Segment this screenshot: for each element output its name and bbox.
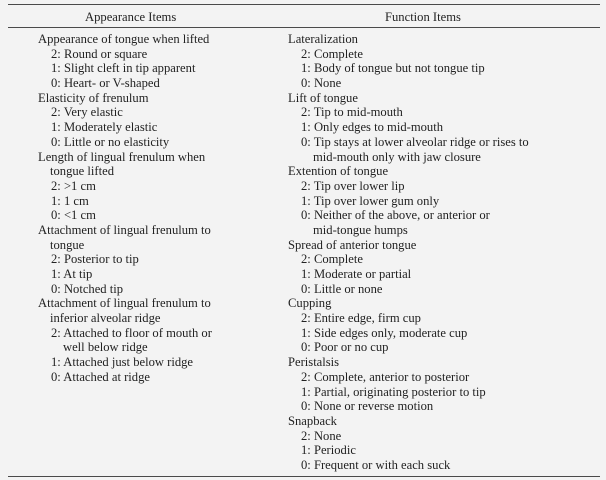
appearance-item-title: tongue lifted	[50, 164, 115, 179]
function-item-option: 1: Only edges to mid-mouth	[301, 120, 444, 135]
function-item-option: 0: Tip stays at lower alveolar ridge or rises to	[301, 134, 529, 149]
appearance-item-option: 0: Attached at ridge	[51, 369, 150, 384]
function-item-option: 1: Periodic	[301, 443, 356, 458]
appearance-item	[38, 32, 288, 91]
appearance-item	[38, 296, 288, 384]
function-item	[288, 414, 600, 473]
function-item	[288, 238, 600, 297]
function-item-option: 2: Entire edge, firm cup	[301, 311, 421, 326]
function-item-title: Lift of tongue	[288, 90, 358, 105]
appearance-item-option: 0: Little or no elasticity	[51, 134, 170, 149]
appearance-item-option: well below ridge	[63, 340, 148, 355]
appearance-item	[38, 91, 288, 150]
function-item	[288, 355, 600, 414]
appearance-item-title: Attachment of lingual frenulum to	[38, 222, 211, 237]
appearance-items-header: Appearance Items	[85, 10, 177, 24]
appearance-item	[38, 223, 288, 296]
function-item-title: Extention of tongue	[288, 164, 389, 179]
function-item-option: 1: Body of tongue but not tongue tip	[301, 61, 485, 76]
header-rule	[8, 27, 600, 28]
appearance-item-option: 1: Attached just below ridge	[51, 355, 193, 370]
function-item-option: 0: None	[301, 76, 342, 91]
function-items-column	[288, 32, 600, 473]
function-item-option: 2: Tip over lower lip	[301, 178, 405, 193]
function-item	[288, 164, 600, 237]
function-item-option: 2: Complete, anterior to posterior	[301, 369, 470, 384]
function-item	[288, 91, 600, 164]
function-item-title: Cupping	[288, 296, 332, 311]
function-item	[288, 32, 600, 91]
function-item-option: 0: None or reverse motion	[301, 399, 434, 414]
appearance-item-title: Attachment of lingual frenulum to	[38, 296, 211, 311]
appearance-item-option: 1: 1 cm	[51, 193, 89, 208]
function-item-option: 2: None	[301, 428, 342, 443]
function-item-option: mid-tongue humps	[313, 222, 408, 237]
appearance-item-option: 2: Posterior to tip	[51, 252, 139, 267]
function-item-option: 2: Complete	[301, 46, 363, 61]
appearance-item-title: tongue	[50, 237, 85, 252]
appearance-item-option: 0: Heart- or V-shaped	[51, 76, 160, 91]
appearance-item-option: 1: At tip	[51, 267, 93, 281]
appearance-item-option: 2: Very elastic	[51, 105, 123, 120]
function-item-title: Snapback	[288, 413, 337, 428]
appearance-item-title: Length of lingual frenulum when	[38, 149, 206, 164]
appearance-item-title: inferior alveolar ridge	[50, 311, 161, 326]
function-item-option: 0: Neither of the above, or anterior or	[301, 208, 490, 223]
appearance-item-option: 1: Moderately elastic	[51, 120, 158, 135]
function-item-option: mid-mouth only with jaw closure	[313, 149, 481, 164]
function-item-title: Spread of anterior tongue	[288, 237, 417, 252]
function-item-option: 0: Little or none	[301, 281, 383, 296]
appearance-item-option: 0: Notched tip	[51, 281, 124, 296]
function-item-option: 0: Poor or no cup	[301, 340, 389, 355]
appearance-items-column	[38, 32, 288, 385]
appearance-item-option: 2: Attached to floor of mouth or	[51, 325, 212, 340]
bottom-rule	[8, 476, 600, 477]
appearance-item-option: 1: Slight cleft in tip apparent	[51, 61, 196, 76]
function-item-option: 0: Frequent or with each suck	[301, 457, 451, 472]
function-item	[288, 296, 600, 355]
appearance-item-option: 0: <1 cm	[51, 208, 96, 223]
top-rule	[8, 4, 600, 5]
function-item-title: Peristalsis	[288, 355, 340, 370]
function-item-title: Lateralization	[288, 32, 358, 46]
function-item-option: 1: Moderate or partial	[301, 267, 412, 281]
appearance-item-option: 2: >1 cm	[51, 178, 96, 193]
function-item-option: 2: Complete	[301, 252, 363, 267]
function-item-option: 1: Partial, originating posterior to tip	[301, 384, 486, 399]
function-item-option: 2: Tip to mid-mouth	[301, 105, 403, 120]
appearance-item	[38, 150, 288, 223]
appearance-item-title: Appearance of tongue when lifted	[38, 32, 210, 46]
function-items-header: Function Items	[385, 10, 461, 24]
function-item-option: 1: Tip over lower gum only	[301, 193, 440, 208]
appearance-item-option: 2: Round or square	[51, 46, 148, 61]
function-item-option: 1: Side edges only, moderate cup	[301, 325, 468, 340]
appearance-item-title: Elasticity of frenulum	[38, 90, 149, 105]
